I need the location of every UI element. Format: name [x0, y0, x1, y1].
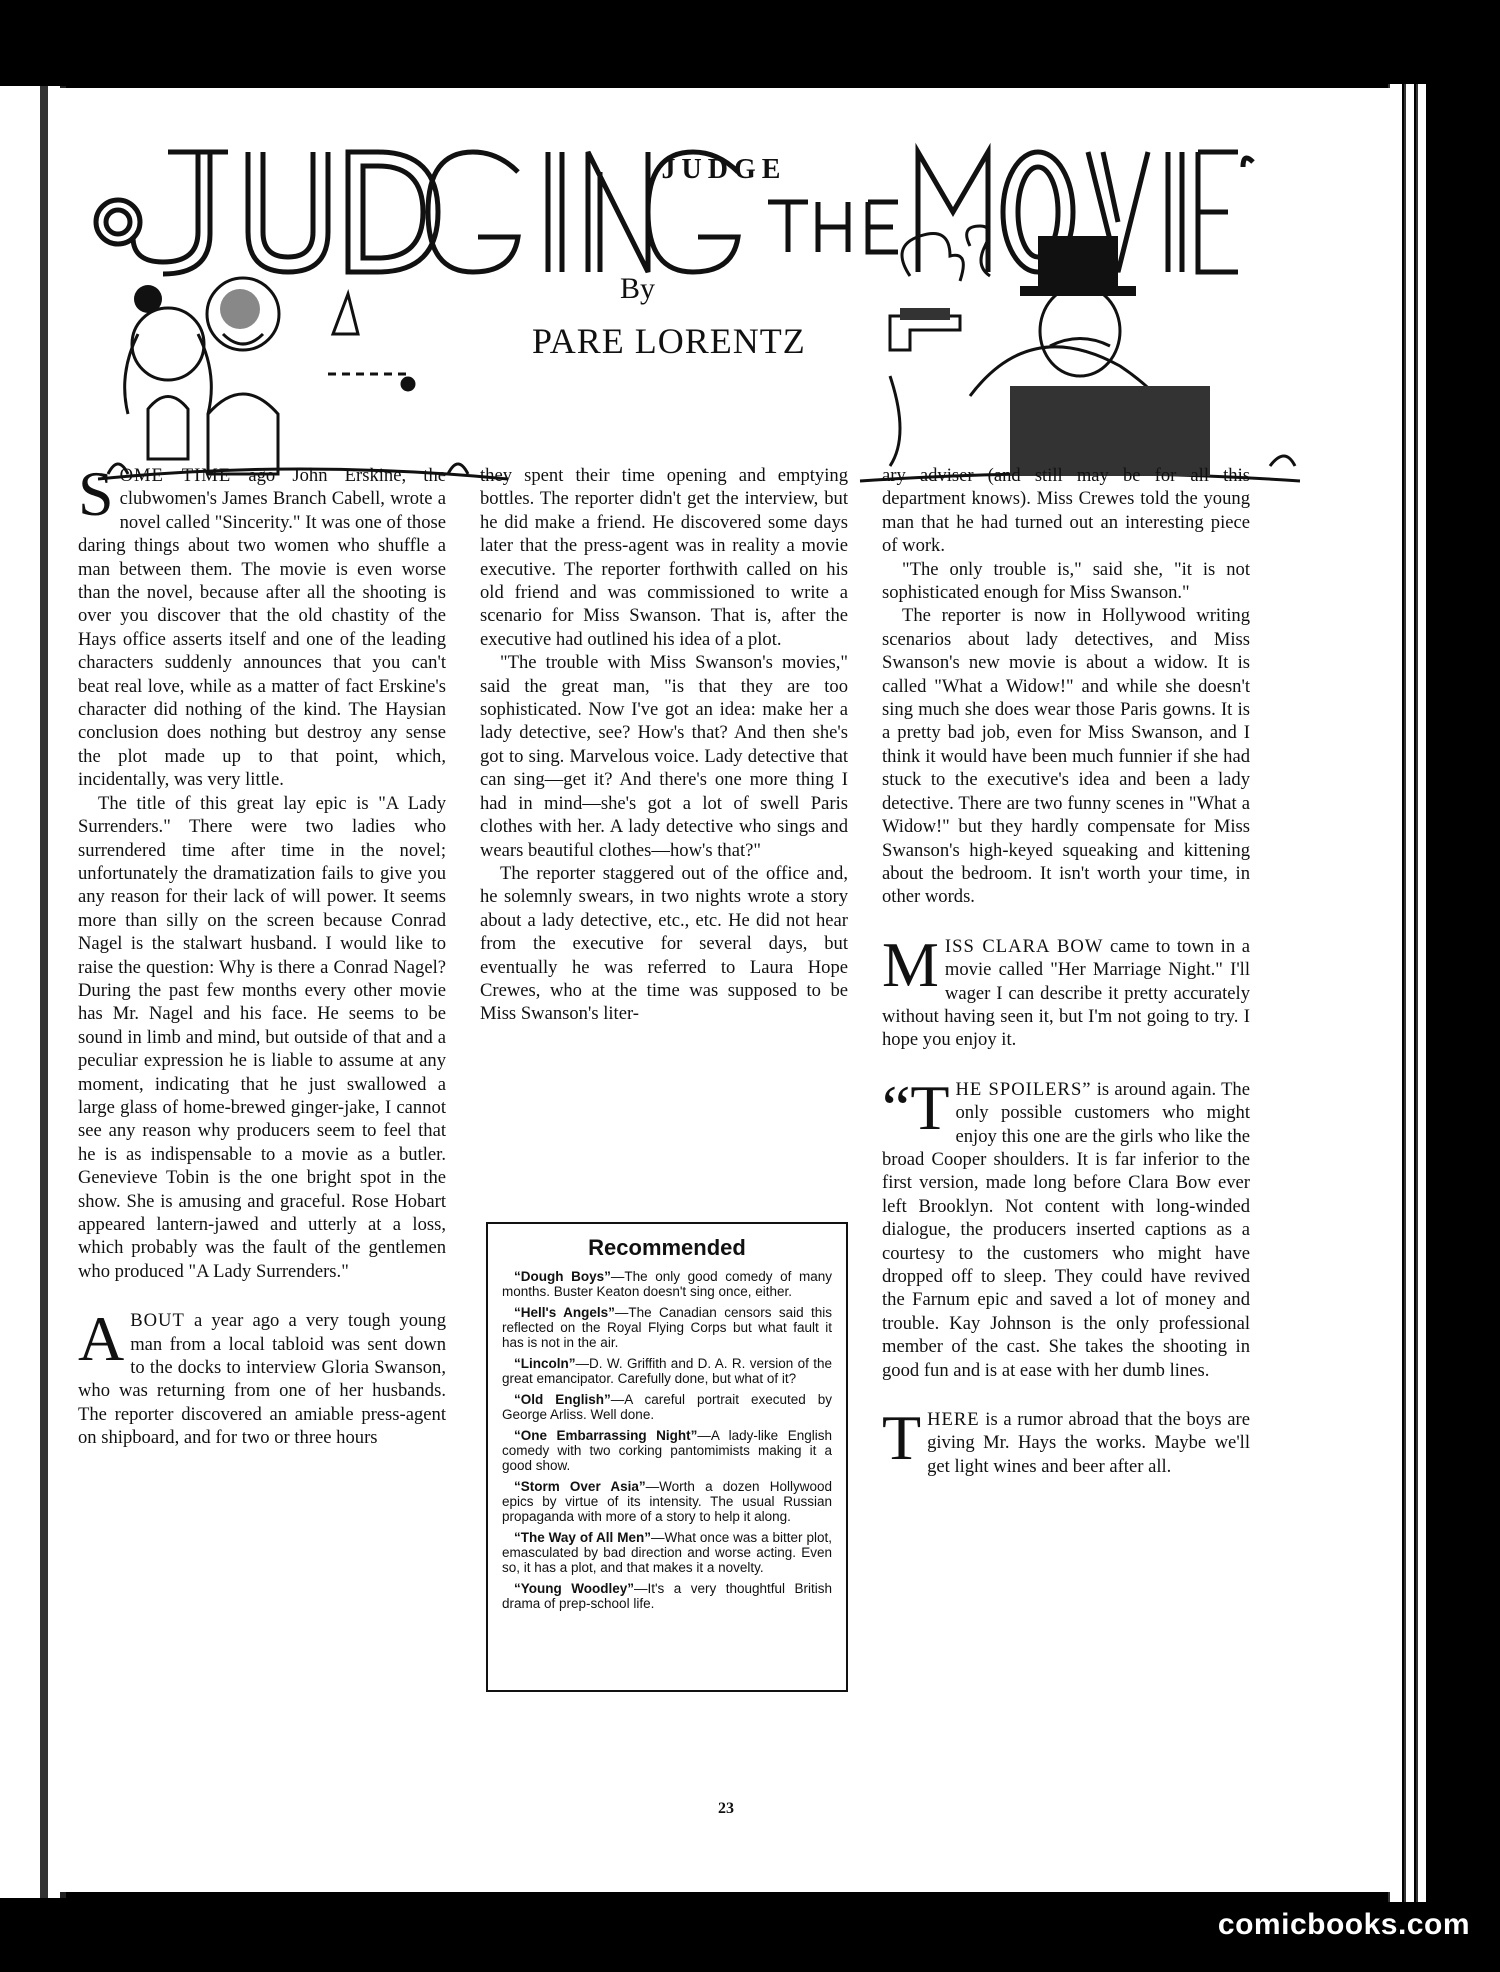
article-paragraph: THERE is a rumor abroad that the boys are giving Mr. Hays the works. Maybe we'll get light wines and beer after all.	[882, 1402, 1250, 1477]
site-watermark: comicbooks.com	[1217, 1908, 1470, 1941]
article-paragraph: The reporter is now in Hollywood writing scenarios about lady detectives, and Miss Swanson's new movie is about a widow. It is called "What a Widow!" and while she doesn't sing much she does wear those Paris gowns. It is a pretty bad job, even for Miss Swanson, and I think it would have been much funnier if she had stuck to the executive's idea and been a lady detective. There are two funny scenes in "What a Widow!" but they hardly compensate for Miss Swanson's high-keyed squeaking and kittening about the bedroom. It isn't worth your time, in other words.	[882, 605, 1250, 908]
article-paragraph: ABOUT a year ago a very tough young man from a local tabloid was sent down to the docks to interview Gloria Swanson, who was returning from one of her husbands. The reporter discovered an amiable press-agent on shipboard, and for two or three hours	[78, 1303, 446, 1449]
dropcap: T	[882, 1402, 922, 1474]
recommended-box	[486, 1222, 848, 1692]
cartoon-gunman-illustration	[850, 216, 1310, 496]
page-number: 23	[718, 1800, 734, 1817]
article-column-3	[882, 464, 1250, 1478]
recommended-item: “Young Woodley”—It's a very thoughtful British drama of prep-school life.	[502, 1581, 832, 1611]
recommended-item: “Dough Boys”—The only good comedy of many months. Buster Keaton doesn't sing once, either.	[502, 1269, 832, 1299]
left-page-edge	[0, 86, 66, 1898]
article-paragraph: MISS CLARA BOW came to town in a movie called "Her Marriage Night." I'll wager I can describe it pretty accurately without having seen it, but I'm not going to try. I hope you enjoy it.	[882, 928, 1250, 1051]
recommended-item: “Hell's Angels”—The Canadian censors said this reflected on the Royal Flying Corps but what fault it has is not in the air.	[502, 1305, 832, 1350]
page-stack-edge	[1404, 84, 1414, 1902]
recommended-item: “The Way of All Men”—What once was a bitter plot, emasculated by bad direction and worse acting. Even so, it has a plot, and that makes it a novelty.	[502, 1530, 832, 1575]
recommended-item: “Storm Over Asia”—Worth a dozen Hollywood epics by virtue of its intensity. The usual Russian propaganda with more of a story to help it along.	[502, 1479, 832, 1524]
article-paragraph: ary adviser (and still may be for all this department knows). Miss Crewes told the young man that he had turned out an interesting piece of work.	[882, 465, 1250, 557]
dropcap: “T	[882, 1071, 950, 1143]
cartoon-couple-illustration	[78, 224, 518, 494]
article-paragraph: "The only trouble is," said she, "it is not sophisticated enough for Miss Swanson."	[882, 558, 1250, 604]
article-paragraph: The reporter staggered out of the office and, he solemnly swears, in two nights wrote a story about a lady detective, etc., etc. He did not hear from the executive for several days, but eventually he was referred to Laura Hope Crewes, who at the time was supposed to be Miss Swanson's liter-	[480, 862, 848, 1025]
article-paragraph: SOME TIME ago John Erskine, the clubwomen's James Branch Cabell, wrote a novel called "Sincerity." It was one of those daring things about two women who shuffle a man between them. The movie is even worse than the novel, because after all the shooting is over you discover that the old chastity of the Hays office asserts itself and one of the leading characters suddenly announces that you can't beat real love, while as a matter of fact Erskine's character did nothing of the kind. The Haysian conclusion does nothing but destroy any sense the plot made up to that point, which, incidentally, was very little.	[78, 458, 446, 791]
recommended-item: “Lincoln”—D. W. Griffith and D. A. R. version of the great emancipator. Carefully done, but what of it?	[502, 1356, 832, 1386]
page-stack-edge	[1416, 84, 1426, 1902]
article-column-2	[480, 464, 848, 1026]
article-paragraph: “THE SPOILERS” is around again. The only possible customers who might enjoy this one are the girls who like the broad Cooper shoulders. It is far inferior to the first version, made long before Clara Bow ever left Brooklyn. Not content with long-winded dialogue, the producers inserted captions as a courtesy to the customers who might have dropped off to sleep. They could have revived the Farnum epic and saved a lot of money and trouble. Kay Johnson is the only professional member of the cast. She takes the shooting in good fun and is at ease with her dumb lines.	[882, 1071, 1250, 1381]
byline-by: By	[620, 272, 656, 305]
dropcap: M	[882, 928, 939, 1000]
byline-author: PARE LORENTZ	[532, 321, 806, 361]
article-paragraph: "The trouble with Miss Swanson's movies," said the great man, "is that they are too sophisticated. Now I've got an idea: make her a lady detective, see? How's that? And then she's got to sing. Marvelous voice. Lady detective that can sing—get it? And there's one more thing I had in mind—she's got a lot of swell Paris clothes with her. A lady detective who sings and wears beautiful clothes—how's that?"	[480, 652, 848, 861]
dropcap: S	[78, 458, 114, 529]
article-column-1	[78, 458, 446, 1450]
article-paragraph: The title of this great lay epic is "A Lady Surrenders." There were two ladies who surrendered time after time in the novel; unfortunately the dramatization fails to give you any reason for their lack of will power. It seems more than silly on the screen because Conrad Nagel is the stalwart husband. I would like to raise the question: Why is there a Conrad Nagel? During the past few months every other movie has Mr. Nagel and his face. He seems to be sound in limb and mind, but outside of that and a peculiar expression he is liable to assume at any moment, indicating that he just swallowed a large glass of home-brewed ginger-jake, I cannot see any reason why producers seem to feel that he is as indispensable to a movie as a butler. Genevieve Tobin is the one bright spot in the show. She is amusing and graceful. Rose Hobart appeared lantern-jawed and utterly at a loss, which probably was the fault of the gentlemen who produced "A Lady Surrenders."	[78, 792, 446, 1282]
dropcap: A	[78, 1303, 125, 1375]
page-stack-edge	[1388, 84, 1402, 1902]
article-paragraph: they spent their time opening and emptying bottles. The reporter didn't get the interview, but he did make a friend. He discovered some days later that the press-agent was in reality a movie executive. The reporter forthwith called on his old friend and was commissioned to write a scenario for Miss Swanson. That is, after the executive had outlined his idea of a plot.	[480, 465, 848, 650]
recommended-item: “Old English”—A careful portrait executed by George Arliss. Well done.	[502, 1392, 832, 1422]
running-head: JUDGE	[661, 154, 787, 185]
recommended-title: Recommended	[588, 1235, 746, 1260]
recommended-item: “One Embarrassing Night”—A lady-like English comedy with two corking pantomimists making it a good show.	[502, 1428, 832, 1473]
